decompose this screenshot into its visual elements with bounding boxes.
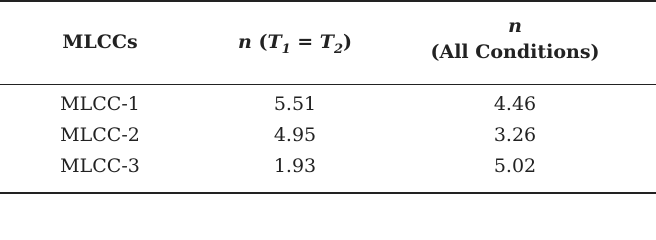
cell-mlcc-name: MLCC-2: [60, 124, 140, 146]
table-row: [0, 152, 656, 180]
header-n-all-symbol: n: [508, 15, 522, 37]
header-n-equal-temperature: [200, 29, 390, 55]
cell-n-all: 4.46: [493, 93, 537, 115]
header-n-symbol: n: [238, 31, 252, 53]
header-n-all-conditions: [390, 13, 640, 65]
cell-n-all: 5.02: [493, 155, 537, 177]
header-close-paren: ): [342, 31, 352, 53]
header-all-conditions-text: (All Conditions): [430, 41, 600, 63]
cell-mlcc-name: MLCC-1: [60, 93, 140, 115]
header-t2: T: [319, 31, 334, 53]
header-t1-subscript: 1: [281, 41, 291, 57]
header-open-paren: (: [258, 31, 268, 53]
cell-mlcc-name: MLCC-3: [60, 155, 140, 177]
header-t1: T: [267, 31, 282, 53]
header-equals: =: [290, 31, 320, 53]
header-mlccs: MLCCs: [62, 31, 138, 53]
table-row: [0, 121, 656, 149]
cell-n-all: 3.26: [493, 124, 537, 146]
cell-n-equal: 1.93: [273, 155, 317, 177]
table-top-rule: [0, 0, 656, 2]
table-header-rule: [0, 84, 656, 85]
table-row: [0, 90, 656, 118]
cell-n-equal: 5.51: [273, 93, 317, 115]
header-t2-subscript: 2: [333, 41, 343, 57]
cell-n-equal: 4.95: [273, 124, 317, 146]
table-bottom-rule: [0, 192, 656, 194]
